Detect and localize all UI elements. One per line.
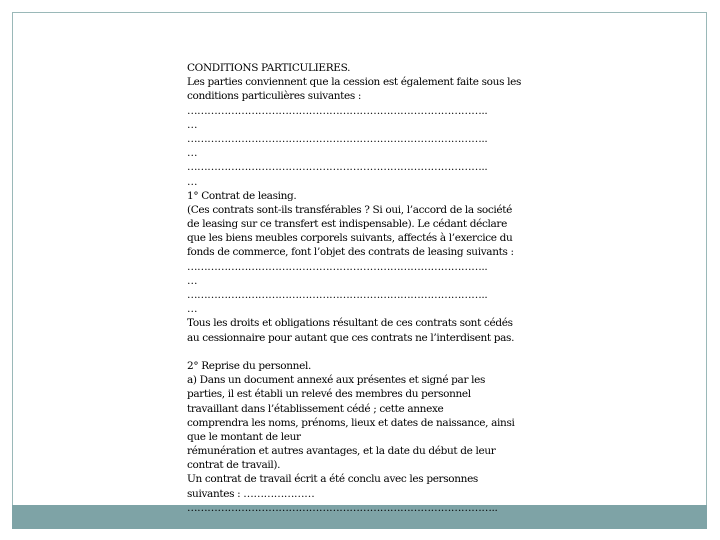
dotted-fill-line: ……………………………………………………………………………….. [187, 501, 498, 514]
text-line: travaillant dans l’établissement cédé ; cette annexe [187, 402, 444, 415]
text-line: parties, il est établi un relevé des membres du personnel [187, 388, 471, 401]
section-heading: CONDITIONS PARTICULIERES. [187, 62, 351, 74]
text-line: au cessionnaire pour autant que ces contrats ne l’interdisent pas. [187, 331, 515, 344]
dotted-fill-line: … [187, 147, 198, 160]
text-line: a) Dans un document annexé aux présentes et signé par les [187, 374, 486, 387]
dotted-fill-line: …………………………………………………………………………….. [187, 104, 488, 117]
text-line: que le montant de leur [187, 430, 301, 443]
subsection-heading: 1° Contrat de leasing. [187, 189, 297, 202]
dotted-fill-line: …………………………………………………………………………….. [187, 289, 488, 301]
subsection-heading: 2° Reprise du personnel. [187, 359, 311, 372]
text-line: suivantes : ………………… [187, 487, 315, 500]
dotted-fill-line: … [187, 118, 198, 131]
dotted-fill-line: …………………………………………………………………………….. [187, 132, 488, 145]
dotted-fill-line: … [187, 303, 198, 316]
text-line: de leasing sur ce transfert est indispensable). Le cédant déclare [187, 218, 507, 231]
dotted-fill-line: … [187, 175, 198, 188]
text-line: Un contrat de travail écrit a été conclu avec les personnes [187, 473, 478, 486]
text-line: (Ces contrats sont-ils transférables ? Si oui, l’accord de la société [187, 203, 512, 216]
blank-line [187, 345, 537, 359]
text-line: fonds de commerce, font l’objet des contrats de leasing suivants : [187, 246, 514, 259]
text-line: rémunération et autres avantages, et la date du début de leur [187, 445, 496, 458]
text-line: contrat de travail). [187, 459, 281, 472]
text-line: Tous les droits et obligations résultant de ces contrats sont cédés [187, 317, 513, 330]
dotted-fill-line: … [187, 274, 198, 287]
dotted-fill-line: …………………………………………………………………………….. [187, 260, 488, 273]
document-text-block [187, 61, 537, 515]
text-line: comprendra les noms, prénoms, lieux et dates de naissance, ainsi [187, 416, 515, 429]
dotted-fill-line: …………………………………………………………………………….. [187, 161, 488, 174]
text-line: conditions particulières suivantes : [187, 90, 362, 103]
text-line: Les parties conviennent que la cession est également faite sous les [187, 76, 522, 89]
text-line: que les biens meubles corporels suivants, affectés à l’exercice du [187, 232, 513, 245]
